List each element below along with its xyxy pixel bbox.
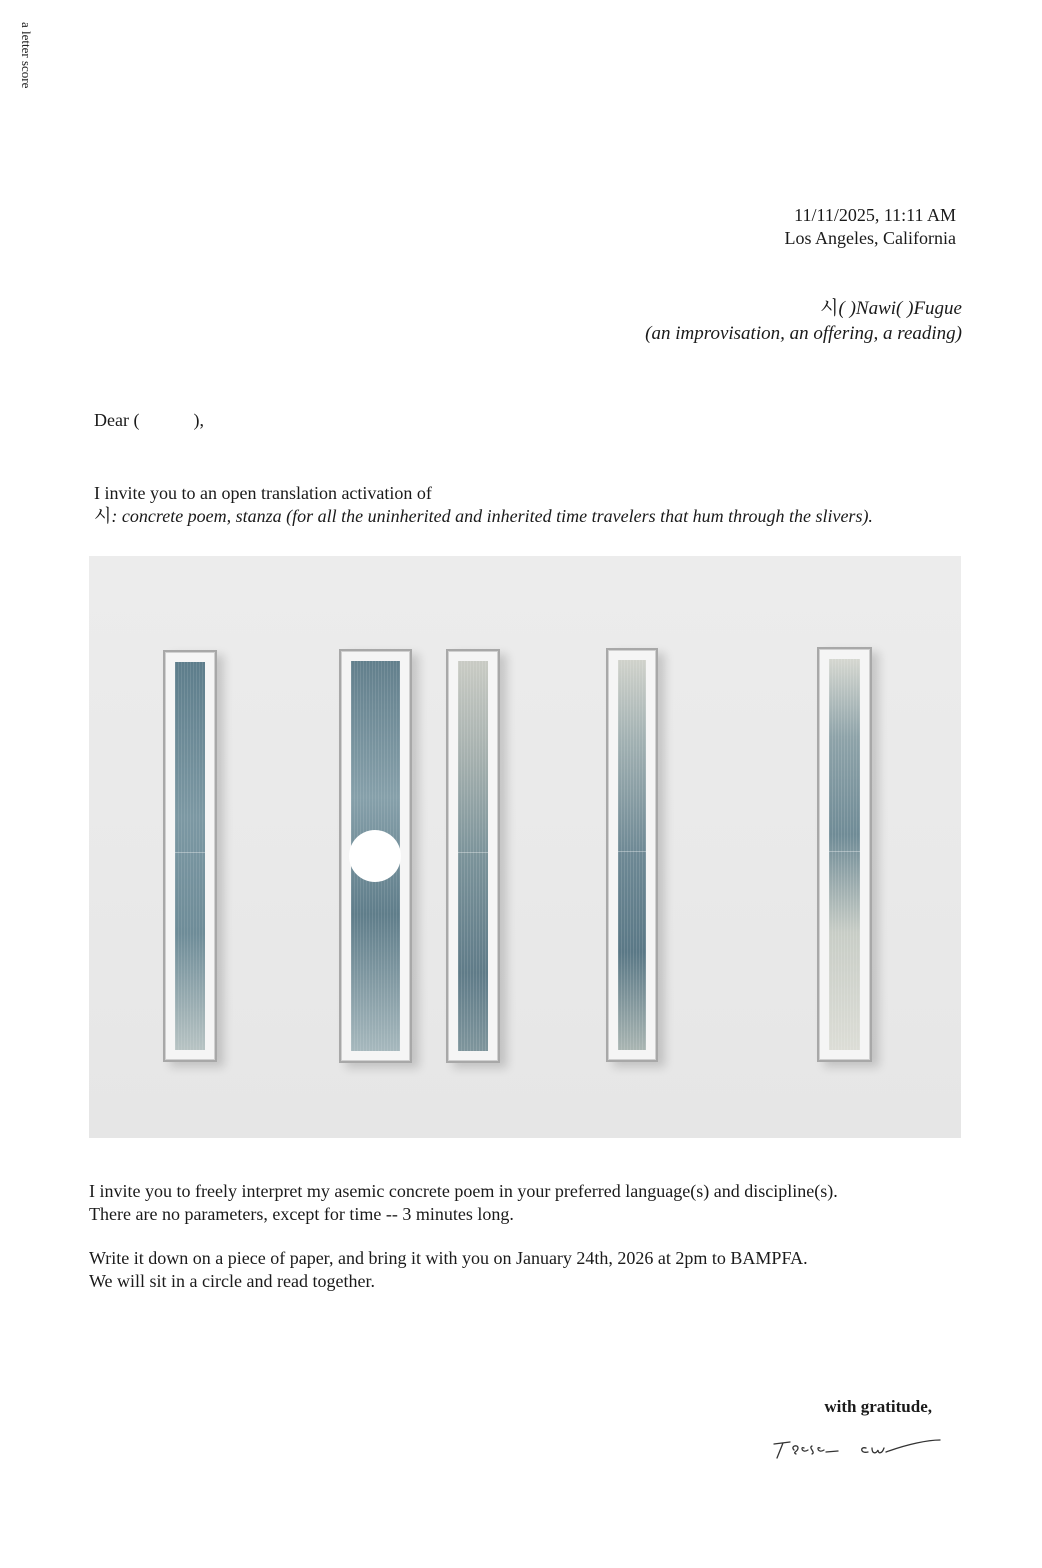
signature-icon xyxy=(768,1424,948,1470)
body-paragraph-2 xyxy=(89,1247,808,1293)
poem-subtitle: (an improvisation, an offering, a reading) xyxy=(645,323,962,344)
artwork-strip-5 xyxy=(817,647,872,1062)
poem-title-line xyxy=(645,296,962,321)
artwork-strip-3 xyxy=(446,649,500,1063)
artwork-strip-1 xyxy=(163,650,217,1062)
body-line: Write it down on a piece of paper, and bring it with you on January 24th, 2026 at 2pm to BAMPFA. xyxy=(89,1248,808,1268)
handwritten-signature xyxy=(768,1424,948,1470)
artwork-circle-cutout xyxy=(349,830,401,882)
side-label: a letter score xyxy=(19,22,34,89)
poem-title xyxy=(645,296,962,346)
intro-paragraph xyxy=(94,482,873,528)
title-korean-char: 시 xyxy=(820,298,839,319)
letter-datetime: 11/11/2025, 11:11 AM xyxy=(794,205,956,225)
salutation: Dear ( ), xyxy=(94,410,204,430)
intro-line: I invite you to an open translation activation of xyxy=(94,483,432,503)
letter-location: Los Angeles, California xyxy=(784,228,956,248)
body-line: We will sit in a circle and read together. xyxy=(89,1271,375,1291)
body-line: There are no parameters, except for time -- 3 minutes long. xyxy=(89,1204,514,1224)
work-title: : concrete poem, stanza (for all the uninherited and inherited time travelers that hum through the slivers). xyxy=(111,506,873,526)
body-line: I invite you to freely interpret my asemic concrete poem in your preferred language(s) and discipline(s). xyxy=(89,1181,838,1201)
artwork-strip-4 xyxy=(606,648,658,1062)
body-paragraph-1 xyxy=(89,1180,838,1226)
work-reference xyxy=(94,505,873,528)
closing: with gratitude, xyxy=(824,1397,932,1416)
artwork-photo xyxy=(89,556,961,1138)
title-rest: ( )Nawi( )Fugue xyxy=(838,298,962,319)
letter-header xyxy=(785,204,956,250)
work-korean-char: 시 xyxy=(94,506,112,526)
